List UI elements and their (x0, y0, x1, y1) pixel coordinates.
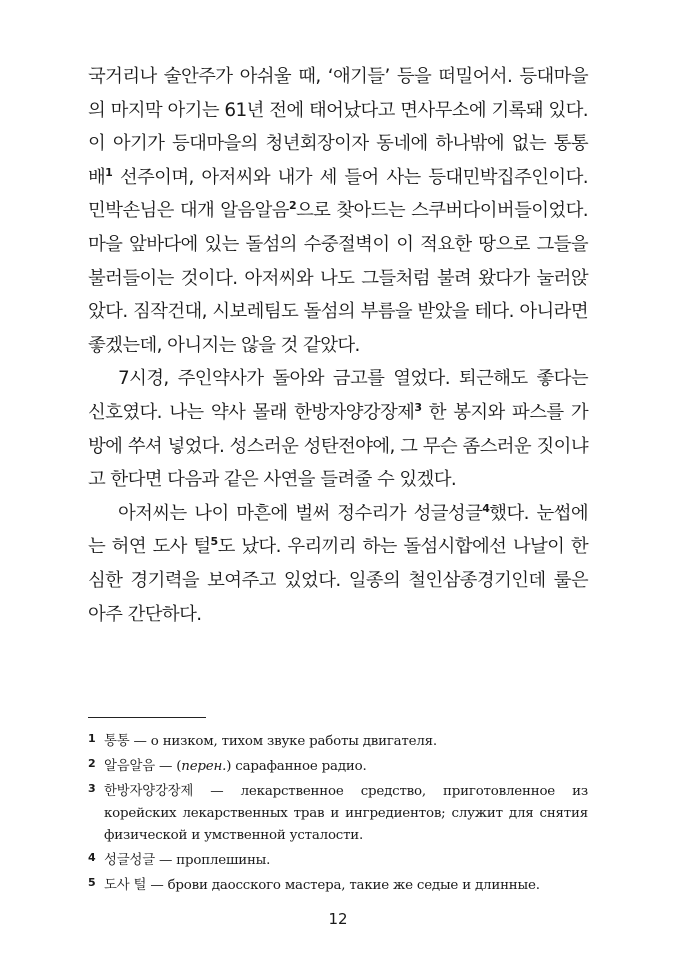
paragraph-2-text-b: 한 봉지와 파스를 가방에 쑤셔 넣었다. 성스러운 성탄전야에, 그 무슨 좀스러운 짓이냐고 한다면 다음과 같은 사연을 들려줄 수 있겠다. (88, 401, 589, 491)
paragraph-3-text-c: 도 났다. 우리끼리 하는 돌섬시합에선 나날이 한심한 경기력을 보여주고 있었다. 일종의 철인삼종경기인데 룰은 아주 간단하다. (88, 536, 588, 625)
paragraph-1-text-b: 선주이며, 아저씨와 내가 세 들어 사는 등대민박집주인이다. 민박손님은 대개 알음알음 (88, 166, 588, 222)
footnote-term: 도사 털 (104, 878, 147, 893)
footnote-ref-2: 2 (288, 199, 296, 213)
footnote-ref-1: 1 (105, 165, 113, 179)
footnote-number: 3 (88, 782, 96, 795)
footnote-text: — брови даосского мастера, такие же седые и длинные. (146, 878, 540, 893)
footnote-ref-5: 5 (210, 535, 218, 549)
paragraph-1 (88, 60, 588, 362)
footnote-4 (88, 847, 588, 872)
footnote-number: 4 (88, 851, 96, 864)
footnote-2 (88, 753, 588, 778)
footnote-5 (88, 872, 588, 897)
footnote-number: 1 (88, 732, 96, 745)
footnote-term: 성글성글 (104, 853, 155, 868)
paragraph-2 (88, 362, 588, 496)
footnote-text: — ( (154, 759, 182, 774)
body-text-block (88, 60, 588, 631)
footnote-text: — о низком, тихом звуке работы двигателя. (129, 734, 437, 749)
footnote-ref-3: 3 (414, 400, 422, 414)
paragraph-1-text-c: 으로 찾아드는 스쿠버다이버들이었다. 마을 앞바다에 있는 돌섬의 수중절벽이 이 적요한 땅으로 그들을 불러들이는 것이다. 아저씨와 나도 그들처럼 불려 왔다가 눌러앉았다. 짐작건대, 시보레팀도 돌섬의 부름을 받았을 테다. 아니라면 좋겠는데, 아니지는 않을 것 같았다. (88, 200, 589, 356)
paragraph-2-text-a: 7시경, 주인약사가 돌아와 금고를 열었다. 퇴근해도 좋다는 신호였다. 나는 약사 몰래 한방자양강장제 (88, 368, 588, 423)
footnote-number: 2 (88, 757, 96, 770)
footnote-divider (88, 717, 206, 718)
footnote-term: 통통 (104, 734, 130, 749)
footnote-text: — проплешины. (154, 853, 271, 868)
footnote-1 (88, 728, 588, 753)
paragraph-3-text-b: 했다. 눈썹에는 허연 도사 털 (88, 502, 588, 558)
footnote-ref-4: 4 (482, 501, 490, 515)
footnote-term: 알음알음 (104, 759, 155, 774)
footnote-text-post: ) сарафанное радио. (226, 759, 367, 774)
footnotes (88, 728, 588, 897)
paragraph-3 (88, 497, 588, 631)
footnote-text: — лекарственное средство, приготовленное из корейских лекарственных трав и ингредиентов; служит для снятия физической и умственной усталости. (104, 784, 588, 843)
paragraph-3-text-a: 아저씨는 나이 마흔에 벌써 정수리가 성글성글 (118, 502, 483, 524)
paragraph-1-text-a: 국거리나 술안주가 아쉬울 때, ‘애기들’ 등을 떠밀어서. 등대마을의 마지막 아기는 61년 전에 태어났다고 면사무소에 기록돼 있다. 이 아기가 등대마을의 청년회장이자 동네에 하나밖에 없는 통통배 (88, 66, 588, 188)
footnote-term: 한방자양강장제 (104, 784, 194, 799)
page-number: 12 (328, 910, 348, 928)
footnote-3 (88, 778, 588, 847)
footnote-number: 5 (88, 876, 96, 889)
footnote-italic: перен. (181, 759, 227, 774)
